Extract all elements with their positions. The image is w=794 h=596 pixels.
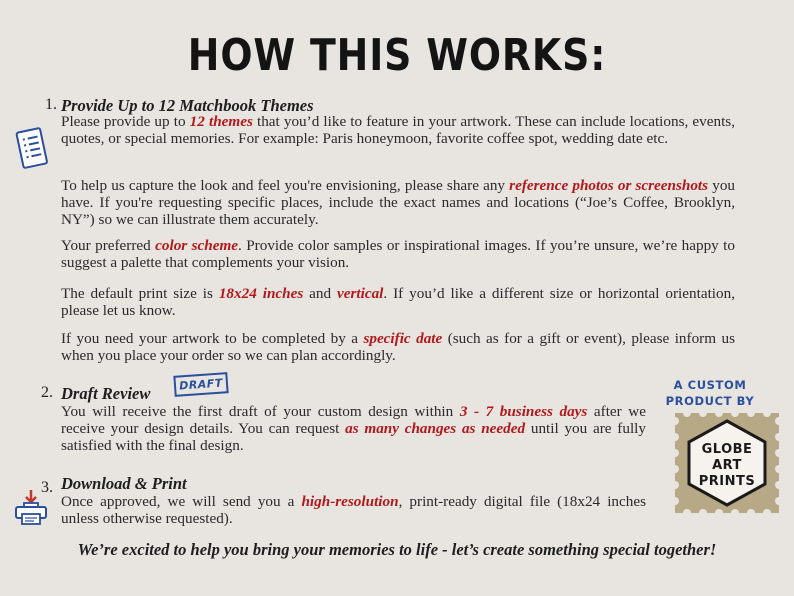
step-2-title: Draft Review [61,384,151,403]
step-1-paragraph-3: Your preferred color scheme. Provide color samples or inspirational images. If you’re unsure, we’re happy to suggest a palette that complements your vision. [61,237,735,271]
step-1-paragraph-2: To help us capture the look and feel you're envisioning, please share any reference photos or screenshots you have. If you're requesting specific places, include the exact names and locations (“Joe’s Coffee, Brooklyn, NY”) so we can illustrate them accurately. [61,177,736,228]
printer-download-icon [12,488,50,526]
stamp-logo [673,411,781,515]
page-title: HOW THIS WORKS: [187,30,607,81]
draft-stamp-icon: DRAFT [173,372,228,397]
step-3-number: 3. [41,479,53,496]
step-2-paragraph-1: You will receive the first draft of your custom design within 3 - 7 business days after we receive your design details. You can request as many changes as needed until you are fully satisfied with the final design. [61,403,646,454]
step-3-title: Download & Print [61,474,187,493]
step-1-paragraph-1: Please provide up to 12 themes that you’d like to feature in your artwork. These can include locations, events, quotes, or special memories. For example: Paris honeymoon, favorite coffee spot, wedding date etc. [61,113,735,147]
closing-message: We’re excited to help you bring your memories to life - let’s create something special together! [77,540,717,559]
step-1-paragraph-4: The default print size is 18x24 inches and vertical. If you’d like a different size or horizontal orientation, please let us know. [61,285,735,319]
logo-line-3: PRINTS [698,474,756,489]
step-1-paragraph-5: If you need your artwork to be completed by a specific date (such as for a gift or event), please inform us when you place your order so we can plan accordingly. [61,330,735,364]
step-2-number: 2. [41,384,53,401]
step-3-paragraph-1: Once approved, we will send you a high-resolution, print-ready digital file (18x24 inches unless otherwise requested). [61,493,647,527]
brand-tagline-line-2: PRODUCT BY [665,394,755,408]
checklist-icon [12,126,52,172]
brand-tagline-line-1: A CUSTOM [673,378,747,392]
step-1-number: 1. [45,96,57,113]
logo-line-2: ART [712,458,742,473]
step-1-title: Provide Up to 12 Matchbook Themes [61,96,314,115]
logo-line-1: GLOBE [701,442,753,457]
